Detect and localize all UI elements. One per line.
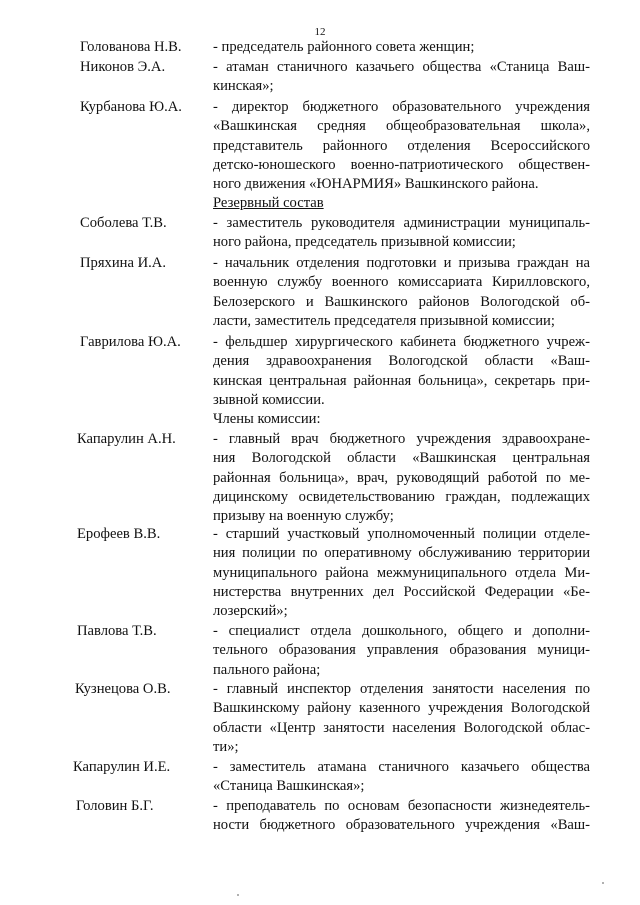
role-line: - старший участковый уполномоченный полиции отделе- xyxy=(213,526,590,542)
member-name: Капарулин А.Н. xyxy=(77,431,176,447)
scan-speck xyxy=(237,894,239,896)
role-line: - главный инспектор отделения занятости населения по xyxy=(213,681,590,697)
role-line: «Вашкинская средняя общеобразовательная школа», xyxy=(213,118,590,135)
member-name: Кузнецова О.В. xyxy=(75,681,171,697)
role-line: ния полиции по оперативному обслуживанию территории xyxy=(213,545,590,562)
member-name: Гаврилова Ю.А. xyxy=(80,334,181,350)
role-line: «Станица Вашкинская»; xyxy=(213,778,365,795)
role-line: ности бюджетного образовательного учреждения «Ваш- xyxy=(213,817,590,834)
member-name: Никонов Э.А. xyxy=(80,59,166,75)
members-heading: Члены комиссии: xyxy=(213,411,321,427)
member-name: Пряхина И.А. xyxy=(80,255,166,271)
member-role xyxy=(213,430,590,526)
role-line: ния Вологодской области «Вашкинская центральная xyxy=(213,450,590,467)
role-line: - главный врач бюджетного учреждения здравоохране- xyxy=(213,431,590,447)
role-line: военную службу военного комиссариата Кирилловского, xyxy=(213,274,590,291)
role-line: кинская центральная районная больница», секретарь при- xyxy=(213,372,590,389)
member-name: Голованова Н.В. xyxy=(80,39,182,55)
role-line: ти»; xyxy=(213,738,239,755)
role-line: дицинскому освидетельствованию граждан, подлежащих xyxy=(213,488,590,505)
member-role xyxy=(213,254,590,331)
member-role xyxy=(213,680,590,757)
role-line: районная больница», врач, руководящий работой по ме- xyxy=(213,469,590,486)
member-role xyxy=(213,38,590,57)
member-name: Ерофеев В.В. xyxy=(77,526,161,542)
role-line: ласти, заместитель председателя призывной комиссии; xyxy=(213,312,555,329)
role-line: - заместитель атамана станичного казачьего общества xyxy=(213,759,590,775)
role-line: детско-юношеского военно-патриотического обществен- xyxy=(213,156,590,173)
role-line: - атаман станичного казачьего общества «Станица Ваш- xyxy=(213,59,590,75)
member-role xyxy=(213,525,590,621)
member-name: Курбанова Ю.А. xyxy=(80,99,182,115)
role-line: - директор бюджетного образовательного учреждения xyxy=(213,99,590,115)
reserve-heading: Резервный состав xyxy=(213,195,324,211)
scan-speck xyxy=(602,882,604,884)
role-line: - специалист отдела дошкольного, общего и дополни- xyxy=(213,623,590,639)
member-name: Павлова Т.В. xyxy=(77,623,157,639)
role-line: ного района, председатель призывной комиссии; xyxy=(213,234,516,251)
role-line: Вашкинскому району казенного учреждения Вологодской xyxy=(213,700,590,717)
member-name: Капарулин И.Е. xyxy=(73,759,171,775)
role-line: дения здравоохранения Вологодской области «Ваш- xyxy=(213,353,590,370)
role-line: зывной комиссии. xyxy=(213,391,325,408)
role-line: Белозерского и Вашкинского районов Вологодской об- xyxy=(213,293,590,310)
role-line: - преподаватель по основам безопасности жизнедеятель- xyxy=(213,798,590,814)
role-line: призыву на военную службу; xyxy=(213,508,394,525)
role-line: пального района; xyxy=(213,661,321,678)
member-role xyxy=(213,98,590,194)
role-line: области «Центр занятости населения Вологодской облас- xyxy=(213,719,590,736)
member-role xyxy=(213,797,590,836)
member-role xyxy=(213,58,590,97)
role-line: ного движения «ЮНАРМИЯ» Вашкинского района. xyxy=(213,176,539,193)
role-line: - заместитель руководителя администрации муниципаль- xyxy=(213,215,590,231)
role-line: нистерства внутренних дел Российской Федерации «Бе- xyxy=(213,583,590,600)
member-name: Головин Б.Г. xyxy=(76,798,154,814)
member-role xyxy=(213,622,590,680)
member-role xyxy=(213,758,590,797)
role-line: лозерский»; xyxy=(213,603,288,620)
role-line: тельного образования управления образования муници- xyxy=(213,642,590,659)
role-line: - начальник отделения подготовки и призыва граждан на xyxy=(213,255,590,271)
role-line: представитель районного отделения Всероссийского xyxy=(213,137,590,154)
role-line: - председатель районного совета женщин; xyxy=(213,39,475,55)
page-number: 12 xyxy=(314,26,326,38)
member-role xyxy=(213,333,590,410)
role-line: - фельдшер хирургического кабинета бюджетного учреж- xyxy=(213,334,590,350)
role-line: кинская»; xyxy=(213,78,274,95)
role-line: муниципального района межмуниципального отдела Ми- xyxy=(213,564,590,581)
member-role xyxy=(213,214,590,253)
member-name: Соболева Т.В. xyxy=(80,215,167,231)
